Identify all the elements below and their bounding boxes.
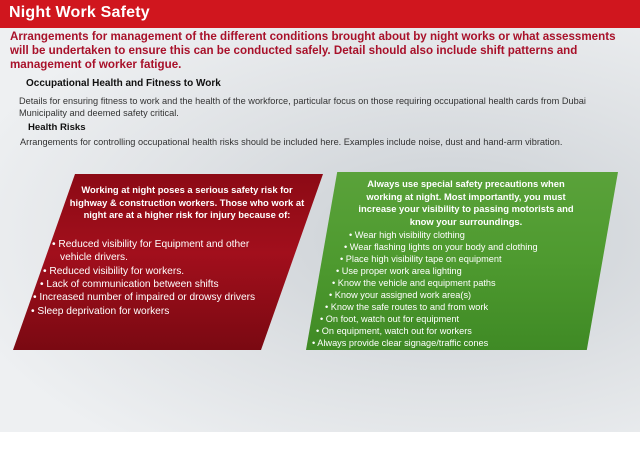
page-title: Night Work Safety <box>9 4 150 21</box>
list-item: • Wear flashing lights on your body and clothing <box>344 242 538 252</box>
list-item: • Sleep deprivation for workers <box>31 306 170 317</box>
list-item: • Always provide clear signage/traffic cones <box>312 338 489 348</box>
precaution-panel-heading: Always use special safety precautions when working at night. Most importantly, you must increase your visibility to passing motorists and know your surroundings. <box>358 178 574 227</box>
list-item: • On equipment, watch out for workers <box>316 326 472 336</box>
list-item: • Know your assigned work area(s) <box>329 290 472 300</box>
list-item: • Increased number of impaired or drowsy drivers <box>33 292 256 303</box>
list-item: • Reduced visibility for Equipment and other <box>52 239 250 250</box>
occupational-health-heading: Occupational Health and Fitness to Work <box>26 78 221 89</box>
list-item: • On foot, watch out for equipment <box>320 314 460 324</box>
occupational-health-body: Details for ensuring fitness to work and the health of the workforce, particular focus on those requiring occupational health cards from Dubai Municipality and deemed safety critical. <box>19 96 586 119</box>
list-item: • Know the safe routes to and from work <box>325 302 489 312</box>
list-item: • Reduced visibility for workers. <box>43 266 185 277</box>
list-item: vehicle drivers. <box>60 252 128 263</box>
health-risks-heading: Health Risks <box>28 122 86 133</box>
health-risks-body: Arrangements for controlling occupational health risks should be included here. Examples include noise, dust and hand-arm vibration. <box>20 137 563 147</box>
intro-text: Arrangements for management of the different conditions brought about by night works or what assessments will be undertaken to ensure this can be conducted safely. Detail should also include shift patterns and management of worker fatigue. <box>10 30 616 71</box>
list-item: • Place high visibility tape on equipment <box>340 254 502 264</box>
title-bar <box>0 0 640 28</box>
list-item: • Lack of communication between shifts <box>40 279 219 290</box>
risk-panel-heading: Working at night poses a serious safety risk for highway & construction workers. Those who work at night are at a higher risk for injury because of: <box>69 184 305 221</box>
list-item: • Wear high visibility clothing <box>349 230 465 240</box>
list-item: • Know the vehicle and equipment paths <box>332 278 496 288</box>
list-item: • Use proper work area lighting <box>336 266 462 276</box>
